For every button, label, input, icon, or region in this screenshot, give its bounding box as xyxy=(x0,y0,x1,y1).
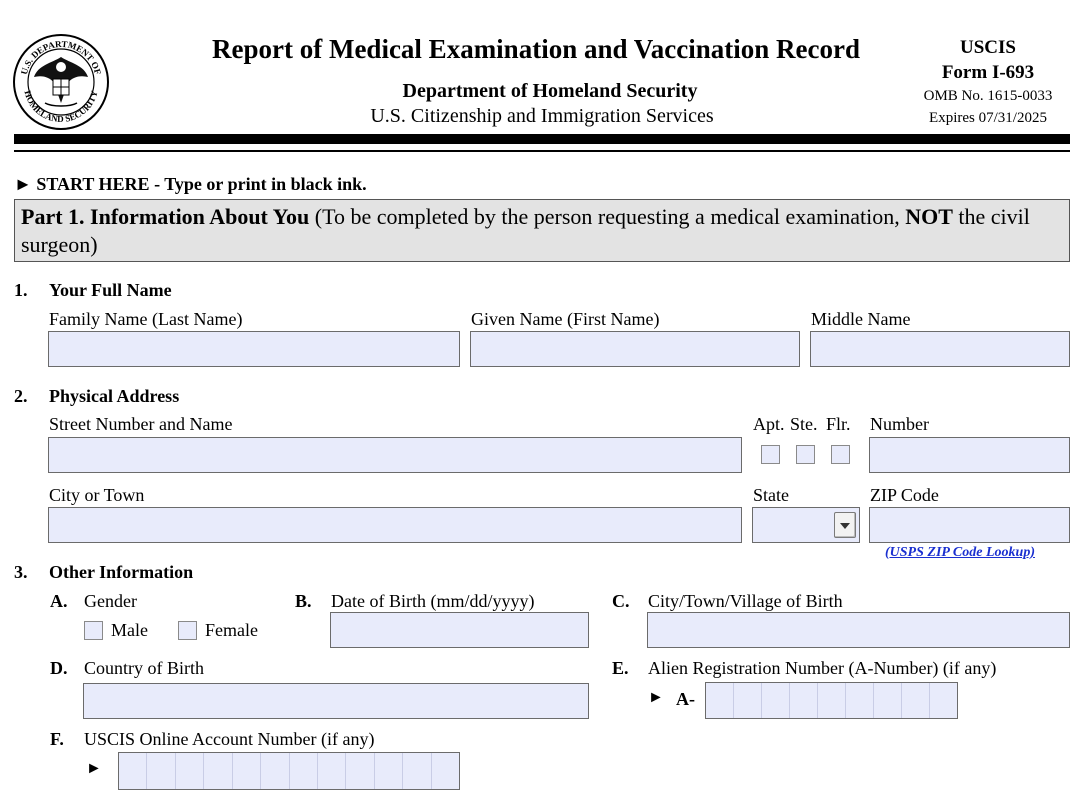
question-1-title: Your Full Name xyxy=(49,280,172,300)
dob-label: Date of Birth (mm/dd/yyyy) xyxy=(331,591,535,611)
unit-number-label: Number xyxy=(870,414,929,434)
question-3-number: 3. xyxy=(14,562,28,582)
ste-label: Ste. xyxy=(790,414,818,434)
state-select[interactable] xyxy=(752,507,860,543)
svg-text:HOMELAND SECURITY: HOMELAND SECURITY xyxy=(22,89,100,125)
a-number-input[interactable] xyxy=(705,682,958,719)
flr-checkbox[interactable] xyxy=(831,445,850,464)
middle-name-label: Middle Name xyxy=(811,309,911,329)
uscis-label: USCIS xyxy=(960,37,1016,58)
gender-label: Gender xyxy=(84,591,137,611)
question-2-number: 2. xyxy=(14,386,28,406)
agency-name: U.S. Citizenship and Immigration Services xyxy=(370,105,714,127)
family-name-label: Family Name (Last Name) xyxy=(49,309,243,329)
city-of-birth-label: City/Town/Village of Birth xyxy=(648,591,843,611)
city-input[interactable] xyxy=(48,507,742,543)
item-c-letter: C. xyxy=(612,591,630,611)
item-b-letter: B. xyxy=(295,591,312,611)
ste-checkbox[interactable] xyxy=(796,445,815,464)
item-f-letter: F. xyxy=(50,729,64,749)
item-a-letter: A. xyxy=(50,591,68,611)
male-checkbox[interactable] xyxy=(84,621,103,640)
item-d-letter: D. xyxy=(50,658,68,678)
form-number: Form I-693 xyxy=(941,62,1035,83)
family-name-input[interactable] xyxy=(48,331,460,367)
city-label: City or Town xyxy=(49,485,145,505)
part1-banner: Part 1. Information About You (To be completed by the person requesting a medical examination, NOT the civil surgeon) xyxy=(14,199,1070,262)
apt-label: Apt. xyxy=(753,414,785,434)
online-account-input[interactable] xyxy=(118,752,460,790)
dob-input[interactable] xyxy=(330,612,589,648)
arrow-right-icon: ► xyxy=(648,689,664,706)
svg-text:U.S. DEPARTMENT OF: U.S. DEPARTMENT OF xyxy=(18,38,104,76)
street-label: Street Number and Name xyxy=(49,414,233,434)
male-label: Male xyxy=(111,620,148,640)
online-account-label: USCIS Online Account Number (if any) xyxy=(84,729,375,749)
flr-label: Flr. xyxy=(826,414,851,434)
country-of-birth-input[interactable] xyxy=(83,683,589,719)
a-number-label: Alien Registration Number (A-Number) (if any) xyxy=(648,658,997,678)
header-rule-thin xyxy=(14,150,1070,152)
dhs-seal-logo xyxy=(12,33,110,131)
arrow-right-icon: ► xyxy=(86,760,102,777)
street-input[interactable] xyxy=(48,437,742,473)
city-of-birth-input[interactable] xyxy=(647,612,1070,648)
form-title: Report of Medical Examination and Vaccination Record xyxy=(212,34,860,64)
unit-number-input[interactable] xyxy=(869,437,1070,473)
female-checkbox[interactable] xyxy=(178,621,197,640)
country-of-birth-label: Country of Birth xyxy=(84,658,204,678)
usps-zip-lookup-link[interactable]: (USPS ZIP Code Lookup) xyxy=(885,545,1035,560)
zip-label: ZIP Code xyxy=(870,485,939,505)
middle-name-input[interactable] xyxy=(810,331,1070,367)
a-number-prefix: A- xyxy=(676,689,695,709)
header-rule-thick xyxy=(14,134,1070,144)
state-label: State xyxy=(753,485,789,505)
part1-title: Part 1. Information About You xyxy=(21,204,310,229)
expiration-date: Expires 07/31/2025 xyxy=(929,110,1047,126)
zip-input[interactable] xyxy=(869,507,1070,543)
omb-number: OMB No. 1615-0033 xyxy=(923,88,1053,104)
question-2-title: Physical Address xyxy=(49,386,180,406)
question-3-title: Other Information xyxy=(49,562,194,582)
dropdown-button[interactable] xyxy=(834,512,856,538)
department-name: Department of Homeland Security xyxy=(402,80,698,102)
item-e-letter: E. xyxy=(612,658,629,678)
chevron-down-icon xyxy=(835,513,855,537)
given-name-input[interactable] xyxy=(470,331,800,367)
question-1-number: 1. xyxy=(14,280,28,300)
apt-checkbox[interactable] xyxy=(761,445,780,464)
female-label: Female xyxy=(205,620,258,640)
arrow-right-icon: ► xyxy=(14,174,32,194)
given-name-label: Given Name (First Name) xyxy=(471,309,660,329)
start-here-instruction: ► START HERE - Type or print in black ink. xyxy=(14,174,367,194)
